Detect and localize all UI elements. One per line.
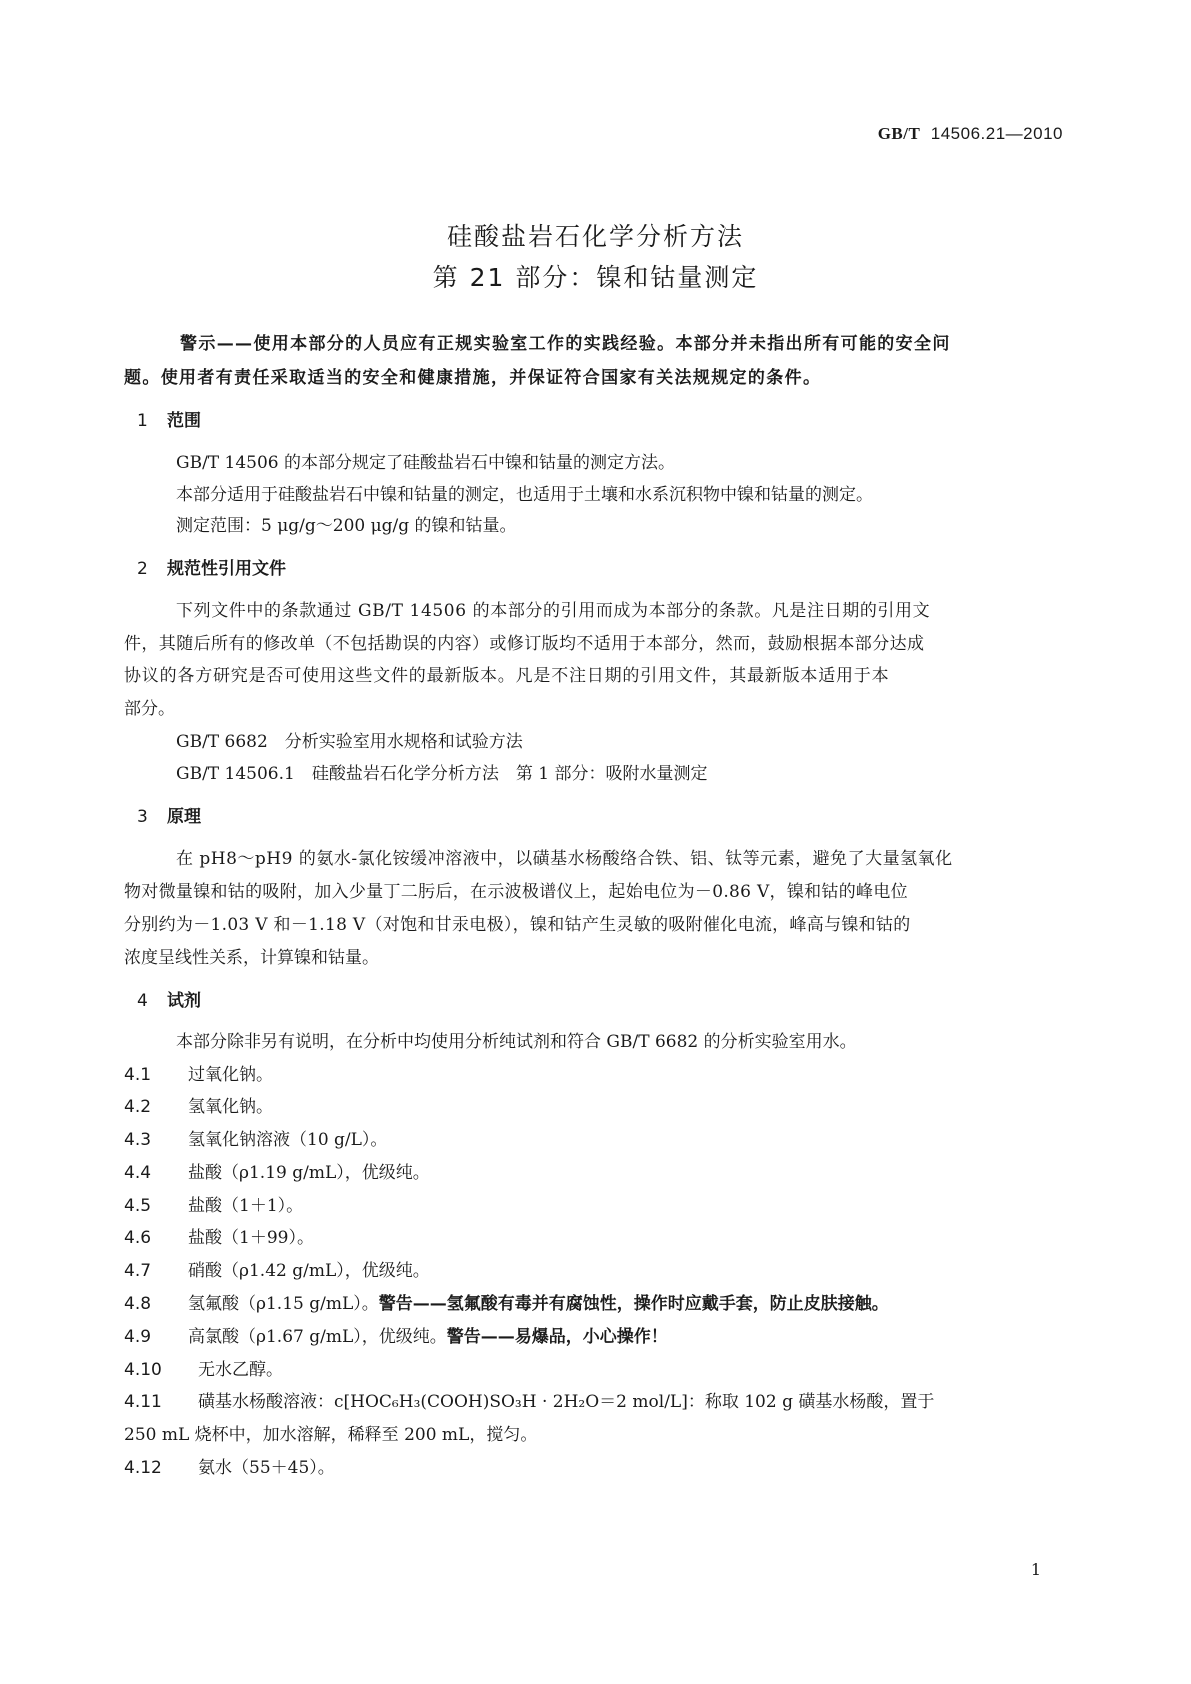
item-number: 4.4 bbox=[124, 1163, 152, 1183]
reference-2: GB/T 14506.1 硅酸盐岩石化学分析方法 第 1 部分：吸附水量测定 bbox=[176, 764, 708, 784]
list-item bbox=[124, 1329, 668, 1346]
list-item bbox=[124, 1263, 430, 1280]
section-1-title: 范围 bbox=[167, 411, 201, 431]
list-item bbox=[124, 1165, 430, 1182]
list-item bbox=[124, 1067, 273, 1084]
item-number: 4.10 bbox=[124, 1360, 162, 1380]
section-3-line-3: 分别约为－1.03 V 和－1.18 V（对饱和甘汞电极），镍和钴产生灵敏的吸附催化电流，峰高与镍和钴的 bbox=[124, 915, 911, 935]
document-title: 硅酸盐岩石化学分析方法 bbox=[446, 222, 744, 251]
item-text: 氢氧化钠。 bbox=[188, 1097, 273, 1117]
item-text: 盐酸（ρ1.19 g/mL），优级纯。 bbox=[188, 1163, 430, 1183]
item-text: 高氯酸（ρ1.67 g/mL），优级纯。 bbox=[188, 1327, 447, 1347]
standard-code bbox=[878, 124, 1063, 144]
warning-line-1: 警示——使用本部分的人员应有正规实验室工作的实践经验。本部分并未指出所有可能的安全问 bbox=[180, 334, 951, 354]
item-text: 氢氟酸（ρ1.15 g/mL）。 bbox=[188, 1294, 379, 1314]
section-1-para-3: 测定范围：5 μg/g～200 μg/g 的镍和钴量。 bbox=[176, 516, 517, 536]
section-3-line-1: 在 pH8～pH9 的氨水-氯化铵缓冲溶液中，以磺基水杨酸络合铁、铝、钛等元素，避免了大量氢氧化 bbox=[176, 849, 953, 869]
document-subtitle: 第 21 部分：镍和钴量测定 bbox=[432, 263, 759, 292]
item-text: 盐酸（1＋99）。 bbox=[188, 1228, 314, 1248]
list-item bbox=[124, 1362, 283, 1379]
warning-line-2: 题。使用者有责任采取适当的安全和健康措施，并保证符合国家有关法规规定的条件。 bbox=[124, 368, 822, 388]
list-item bbox=[124, 1099, 273, 1116]
list-item bbox=[124, 1198, 303, 1215]
section-4-number: 4 bbox=[137, 991, 148, 1011]
section-2-line-3: 协议的各方研究是否可使用这些文件的最新版本。凡是不注日期的引用文件，其最新版本适用于本 bbox=[124, 666, 890, 686]
standard-number: 14506.21—2010 bbox=[930, 124, 1063, 143]
standard-prefix: GB/T bbox=[877, 124, 921, 143]
list-item bbox=[124, 1394, 934, 1411]
item-text: 磺基水杨酸溶液：c[HOC₆H₃(COOH)SO₃H · 2H₂O＝2 mol/L]：称取 102 g 磺基水杨酸，置于 bbox=[198, 1392, 935, 1412]
item-text: 过氧化钠。 bbox=[188, 1065, 273, 1085]
section-2-line-2: 件，其随后所有的修改单（不包括勘误的内容）或修订版均不适用于本部分，然而，鼓励根据本部分达成 bbox=[124, 634, 925, 654]
section-1-para-2: 本部分适用于硅酸盐岩石中镍和钴量的测定，也适用于土壤和水系沉积物中镍和钴量的测定。 bbox=[176, 485, 873, 505]
section-2-title: 规范性引用文件 bbox=[167, 559, 286, 579]
section-2-line-4: 部分。 bbox=[124, 699, 175, 719]
section-3-line-4: 浓度呈线性关系，计算镍和钴量。 bbox=[124, 948, 379, 968]
list-item bbox=[124, 1460, 335, 1477]
item-text: 盐酸（1＋1）。 bbox=[188, 1196, 304, 1216]
section-4-intro: 本部分除非另有说明，在分析中均使用分析纯试剂和符合 GB/T 6682 的分析实验室用水。 bbox=[176, 1032, 857, 1052]
item-text: 氢氧化钠溶液（10 g/L）。 bbox=[188, 1130, 388, 1150]
list-item bbox=[124, 1296, 889, 1313]
page-number: 1 bbox=[1030, 1560, 1041, 1579]
item-number: 4.11 bbox=[124, 1392, 162, 1412]
section-2-line-1: 下列文件中的条款通过 GB/T 14506 的本部分的引用而成为本部分的条款。凡是注日期的引用文 bbox=[176, 601, 931, 621]
section-1-para-1: GB/T 14506 的本部分规定了硅酸盐岩石中镍和钴量的测定方法。 bbox=[176, 453, 676, 473]
section-3-heading bbox=[137, 809, 201, 826]
item-number: 4.2 bbox=[124, 1097, 152, 1117]
item-number: 4.12 bbox=[124, 1458, 162, 1478]
item-continuation: 250 mL 烧杯中，加水溶解，稀释至 200 mL，搅匀。 bbox=[124, 1425, 538, 1445]
item-number: 4.7 bbox=[124, 1261, 152, 1281]
section-3-number: 3 bbox=[137, 807, 148, 827]
section-1-number: 1 bbox=[137, 411, 148, 431]
section-2-heading bbox=[137, 561, 286, 578]
list-item bbox=[124, 1132, 387, 1149]
section-2-number: 2 bbox=[137, 559, 148, 579]
section-3-title: 原理 bbox=[167, 807, 201, 827]
section-4-heading bbox=[137, 993, 201, 1010]
item-warning: 警告——氢氟酸有毒并有腐蚀性，操作时应戴手套，防止皮肤接触。 bbox=[378, 1294, 889, 1314]
item-number: 4.3 bbox=[124, 1130, 152, 1150]
item-text: 无水乙醇。 bbox=[198, 1360, 283, 1380]
item-number: 4.1 bbox=[124, 1065, 152, 1085]
item-number: 4.5 bbox=[124, 1196, 152, 1216]
list-item bbox=[124, 1230, 314, 1247]
reference-1: GB/T 6682 分析实验室用水规格和试验方法 bbox=[176, 732, 523, 752]
item-number: 4.9 bbox=[124, 1327, 152, 1347]
item-warning: 警告——易爆品，小心操作！ bbox=[446, 1327, 668, 1347]
section-3-line-2: 物对微量镍和钴的吸附，加入少量丁二肟后，在示波极谱仪上，起始电位为－0.86 V，镍和钴的峰电位 bbox=[124, 882, 908, 902]
section-4-title: 试剂 bbox=[167, 991, 201, 1011]
item-number: 4.8 bbox=[124, 1294, 152, 1314]
item-text: 硝酸（ρ1.42 g/mL），优级纯。 bbox=[188, 1261, 430, 1281]
section-1-heading bbox=[137, 413, 201, 430]
item-text: 氨水（55＋45）。 bbox=[198, 1458, 335, 1478]
item-number: 4.6 bbox=[124, 1228, 152, 1248]
